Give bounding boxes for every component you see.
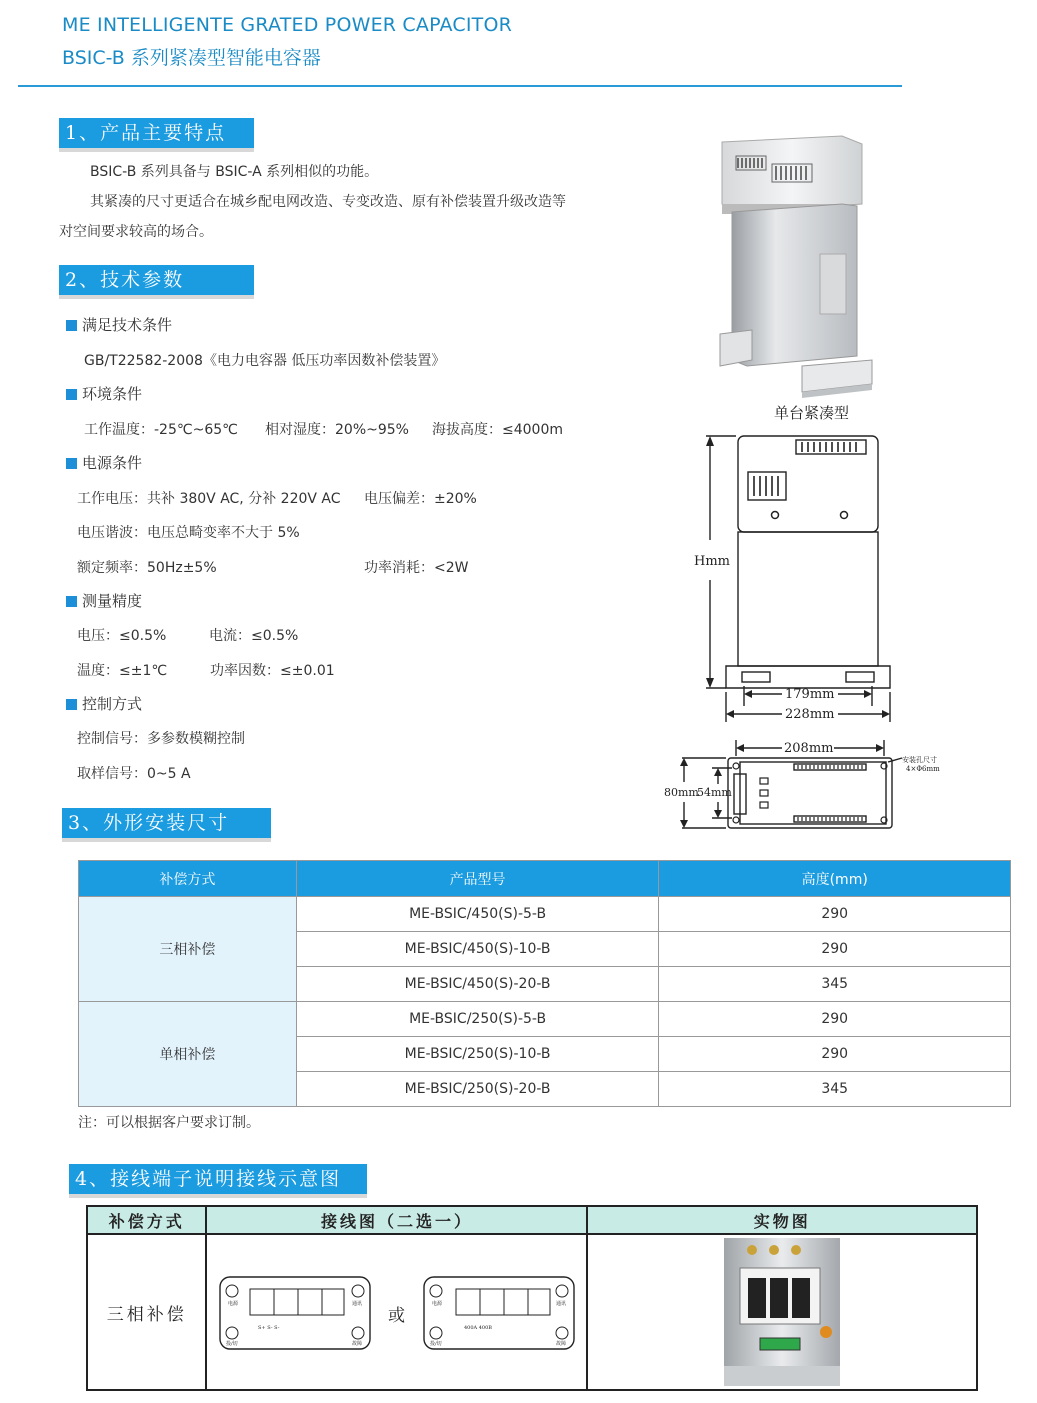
front-dimension-drawing (686, 430, 898, 726)
group-mode-single-phase: 单相补偿 (79, 1002, 297, 1107)
terminal-photo (722, 1238, 842, 1386)
plan-dimension-drawing (662, 736, 952, 834)
svg-text:投/切: 投/切 (226, 1341, 239, 1347)
spec-table (78, 860, 1011, 1107)
svg-text:电源: 电源 (432, 1301, 443, 1307)
dim-208-label: 208mm (784, 741, 834, 756)
or-text: 或 (388, 1306, 406, 1326)
cell-model: ME-BSIC/250(S)-10-B (296, 1037, 659, 1072)
spec-power-deviation: 电压偏差：±20% (364, 491, 477, 507)
spec-meas-voltage: 电压：≤0.5% (77, 628, 167, 644)
product-photo (712, 134, 890, 402)
wiring-row (87, 1234, 977, 1390)
wiring-photo-cell (587, 1234, 977, 1390)
svg-text:故障: 故障 (352, 1341, 363, 1347)
spec-heading-power: 电源条件 (66, 452, 142, 473)
svg-text:S+ S- S-: S+ S- S- (258, 1325, 280, 1331)
section-4-title: 4、接线端子说明接线示意图 (69, 1164, 367, 1194)
spec-table-note: 注：可以根据客户要求订制。 (78, 1115, 260, 1131)
wiring-diagram-2 (424, 1277, 574, 1349)
cell-height: 290 (659, 932, 1011, 967)
svg-text:通讯: 通讯 (556, 1301, 567, 1307)
spec-ctrl-sample: 取样信号：0~5 A (77, 766, 191, 782)
feature-line-1: BSIC-B 系列具备与 BSIC-A 系列相似的功能。 (90, 164, 379, 180)
col-header-mode: 补偿方式 (79, 861, 297, 897)
spec-power-frequency: 额定频率：50Hz±5% (77, 560, 217, 576)
hole-size-label: 4×Φ6mm (906, 765, 940, 773)
dim-height-label: Hmm (694, 554, 730, 569)
spec-heading-control: 控制方式 (66, 693, 142, 714)
svg-text:通讯: 通讯 (352, 1301, 363, 1307)
spec-power-harmonic: 电压谐波：电压总畸变率不大于 5% (77, 525, 300, 541)
group-mode-three-phase: 三相补偿 (79, 897, 297, 1002)
cell-model: ME-BSIC/250(S)-5-B (296, 1002, 659, 1037)
spec-meas-current: 电流：≤0.5% (209, 628, 299, 644)
section-3-title: 3、外形安装尺寸 (62, 808, 271, 838)
cell-model: ME-BSIC/450(S)-10-B (296, 932, 659, 967)
svg-text:投/切: 投/切 (430, 1341, 443, 1347)
dim-179-label: 179mm (785, 687, 835, 702)
spec-meas-temp: 温度：≤±1℃ (77, 663, 168, 679)
wiring-diagram-cell (206, 1234, 587, 1390)
wiring-diagram-1 (220, 1277, 370, 1349)
hole-note-label: 安装孔尺寸 (902, 756, 937, 764)
spec-meas-pf: 功率因数：≤±0.01 (210, 663, 335, 679)
spec-heading-environment: 环境条件 (66, 383, 142, 404)
spec-env-altitude: 海拔高度：≤4000m (432, 422, 563, 438)
section-2-title: 2、技术参数 (59, 265, 254, 295)
photo-caption: 单台紧凑型 (774, 404, 850, 422)
wiring-col-diagram: 接线图（二选一） (206, 1206, 587, 1234)
svg-text:故障: 故障 (556, 1341, 567, 1347)
header-title-cn: BSIC-B 系列紧凑型智能电容器 (62, 47, 321, 69)
header-title-en: ME INTELLIGENTE GRATED POWER CAPACITOR (62, 14, 513, 36)
svg-text:400A 400B: 400A 400B (464, 1325, 493, 1331)
cell-height: 345 (659, 967, 1011, 1002)
wiring-col-photo: 实物图 (587, 1206, 977, 1234)
spec-table-header-row (79, 861, 1011, 897)
cell-height: 290 (659, 897, 1011, 932)
dim-228-label: 228mm (785, 707, 835, 722)
dim-80-label: 80mm (664, 786, 699, 799)
feature-line-3: 对空间要求较高的场合。 (59, 224, 213, 240)
spec-power-voltage: 工作电压：共补 380V AC, 分补 220V AC (77, 491, 341, 507)
cell-model: ME-BSIC/250(S)-20-B (296, 1072, 659, 1107)
cell-height: 290 (659, 1037, 1011, 1072)
spec-env-humidity: 相对湿度：20%~95% (265, 422, 409, 438)
cell-height: 345 (659, 1072, 1011, 1107)
spec-ctrl-signal: 控制信号：多参数模糊控制 (77, 731, 245, 747)
spec-env-temp: 工作温度：-25℃~65℃ (84, 422, 238, 438)
cell-height: 290 (659, 1002, 1011, 1037)
wiring-header-row (87, 1206, 977, 1234)
cell-model: ME-BSIC/450(S)-20-B (296, 967, 659, 1002)
wiring-mode-cell: 三相补偿 (87, 1234, 206, 1390)
spec-standard: GB/T22582-2008《电力电容器 低压功率因数补偿装置》 (84, 353, 446, 369)
header-divider (18, 85, 902, 87)
spec-power-consumption: 功率消耗：<2W (364, 560, 469, 576)
section-1-title: 1、产品主要特点 (59, 118, 254, 148)
svg-text:电源: 电源 (228, 1301, 239, 1307)
wiring-diagrams (208, 1237, 584, 1387)
table-row (79, 897, 1011, 932)
col-header-model: 产品型号 (296, 861, 659, 897)
col-header-height: 高度(mm) (659, 861, 1011, 897)
dim-54-label: 54mm (697, 786, 732, 799)
feature-line-2: 其紧凑的尺寸更适合在城乡配电网改造、专变改造、原有补偿装置升级改造等 (90, 194, 566, 210)
spec-heading-standard: 满足技术条件 (66, 314, 172, 335)
spec-heading-measurement: 测量精度 (66, 590, 142, 611)
cell-model: ME-BSIC/450(S)-5-B (296, 897, 659, 932)
wiring-col-mode: 补偿方式 (87, 1206, 206, 1234)
table-row (79, 1002, 1011, 1037)
wiring-table (86, 1205, 978, 1391)
